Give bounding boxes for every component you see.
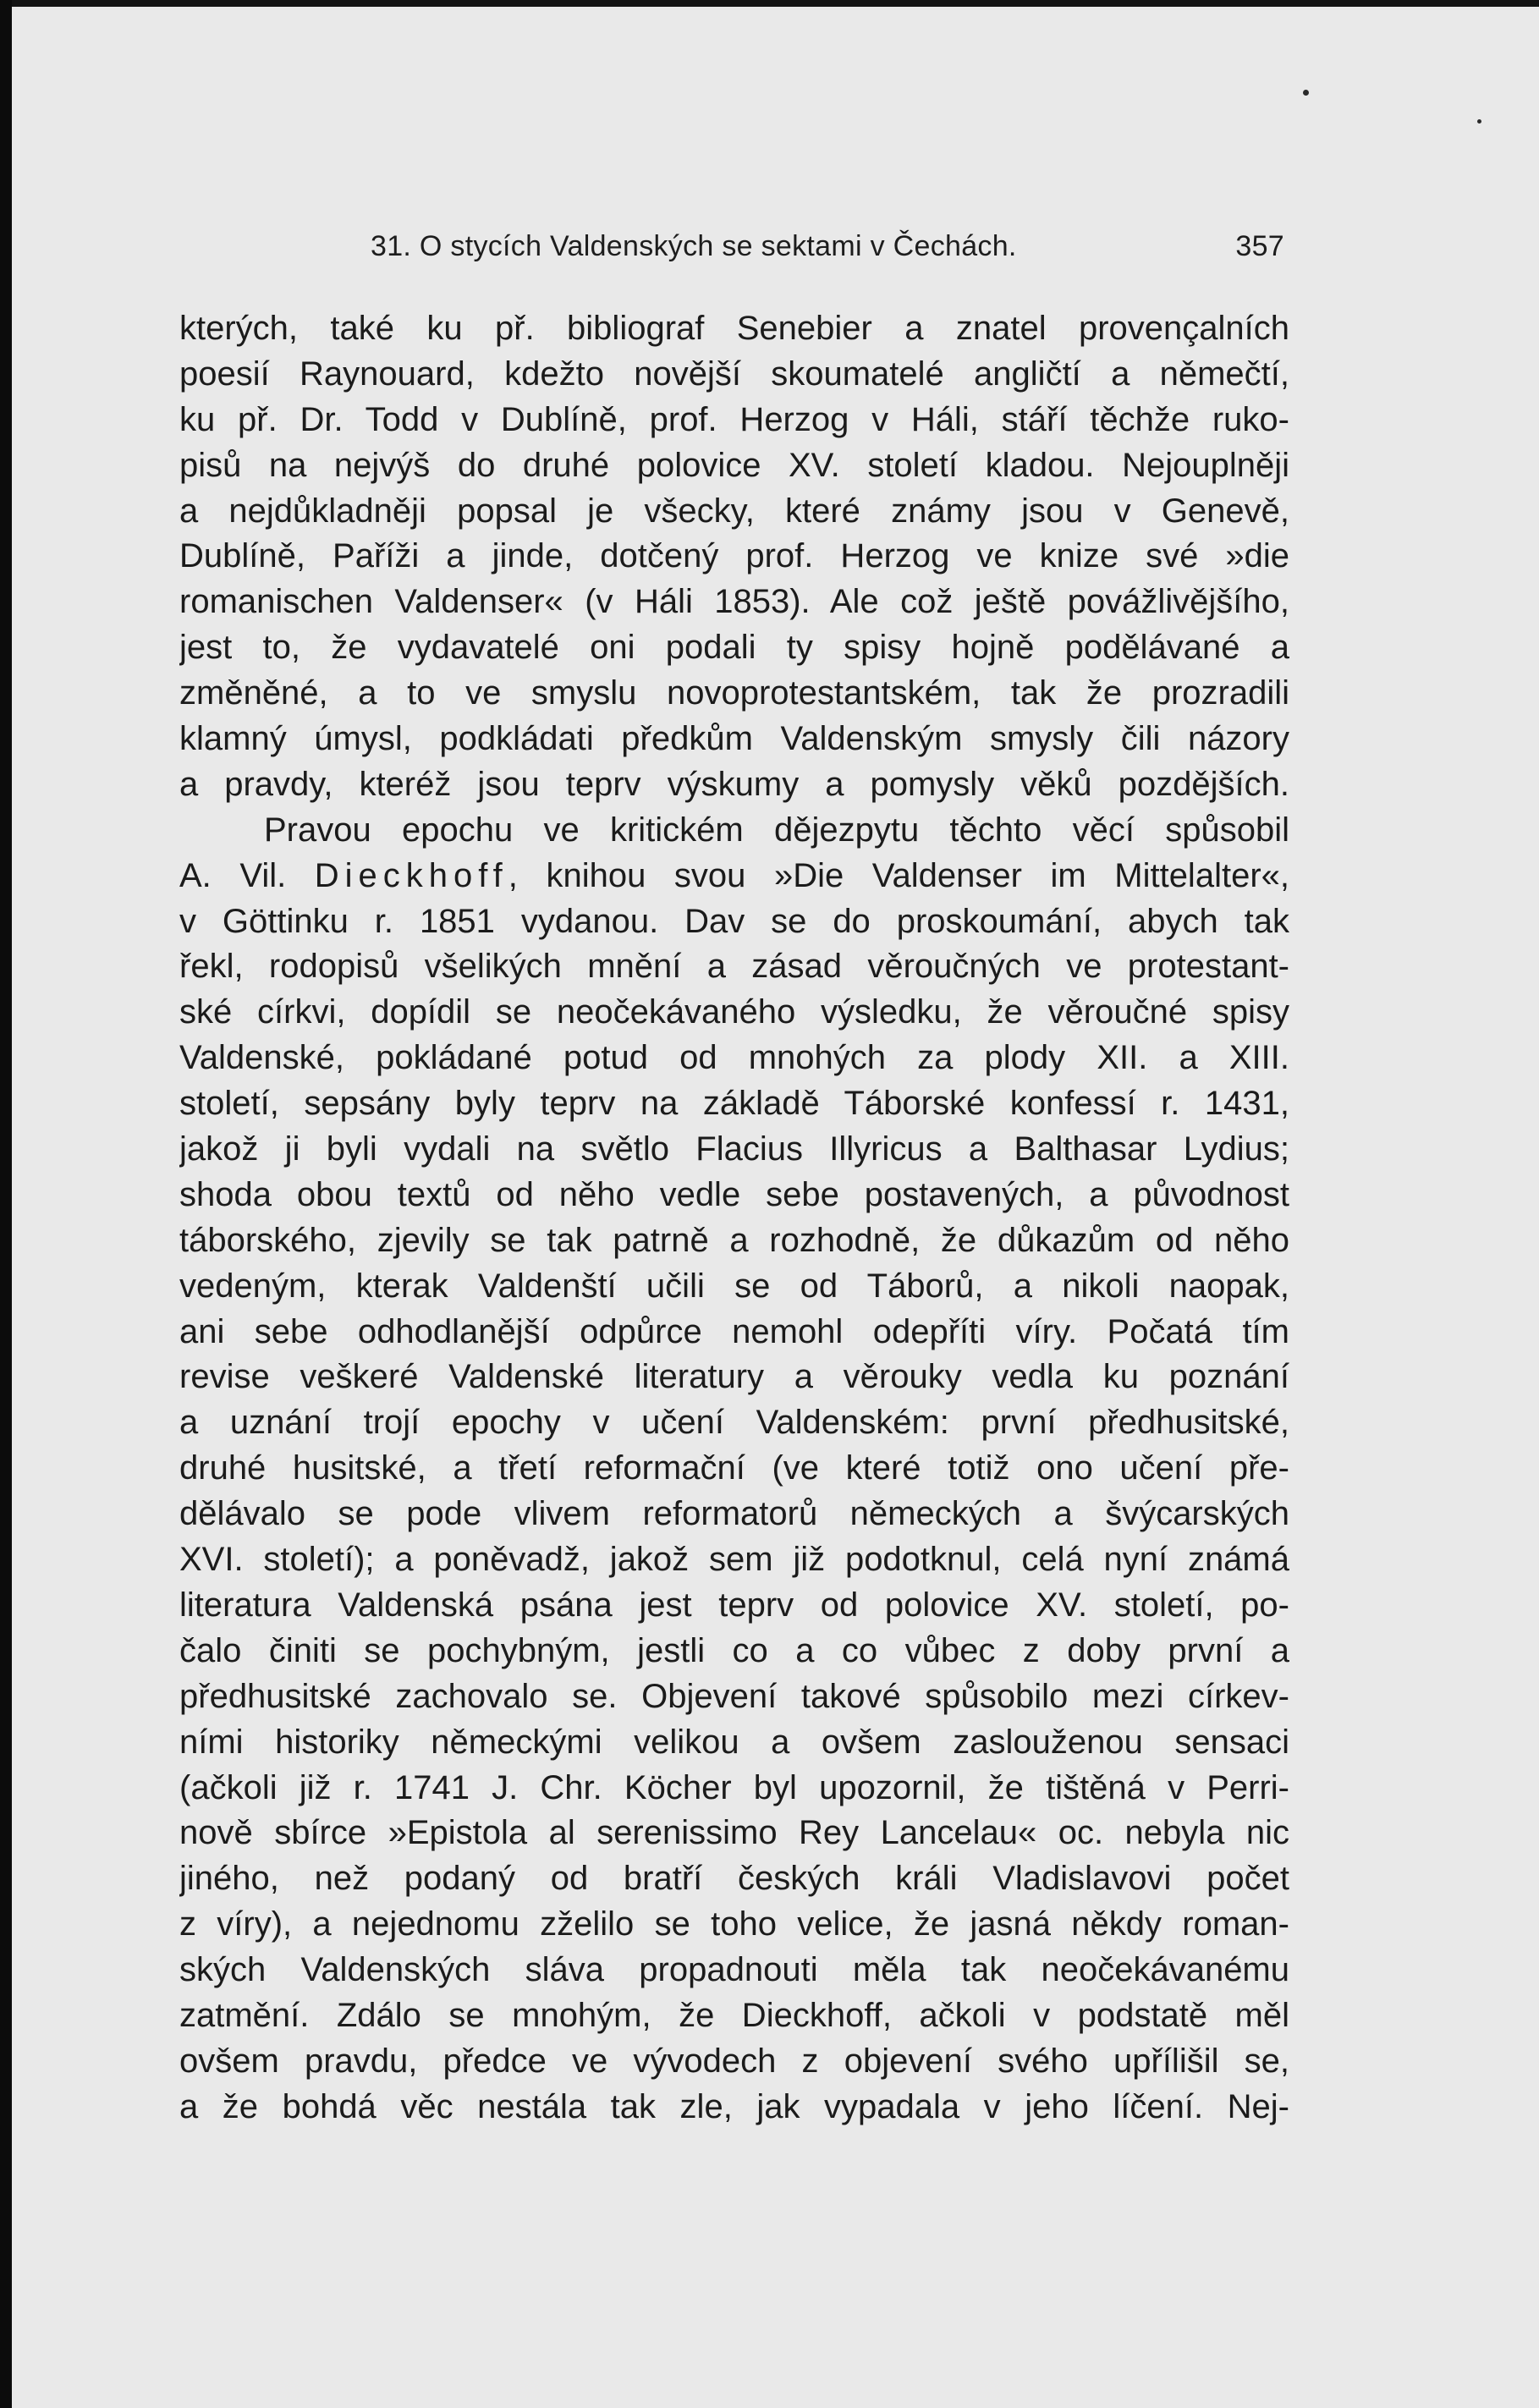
text-line: pisů na nejvýš do druhé polovice XV. století kladou. Nejouplněji [179, 446, 1289, 484]
text-line: poesií Raynouard, kdežto novější skoumatelé angličtí a němečtí, [179, 355, 1289, 393]
author-initials: A. Vil. [179, 856, 287, 894]
text-line: změněné, a to ve smyslu novoprotestantském, tak že prozradili [179, 674, 1289, 712]
paragraph-start-line: Pravou epochu ve kritickém dějezpytu těchto věcí spůsobil [264, 811, 1289, 849]
text-line: a uznání trojí epochy v učení Valdenském: první předhusitské, [179, 1404, 1289, 1442]
text-line: a nejdůkladněji popsal je všecky, které známy jsou v Genevě, [179, 492, 1289, 530]
text-line: předhusitské zachovalo se. Objevení takové spůsobilo mezi církev- [179, 1677, 1289, 1715]
text-line: ními historiky německými velikou a ovšem zaslouženou sensaci [179, 1723, 1289, 1761]
text-line: jiného, než podaný od bratří českých králi Vladislavovi počet [179, 1860, 1289, 1898]
text-line: romanischen Valdenser« (v Háli 1853). Ale což ještě povážlivějšího, [179, 583, 1289, 621]
text-line: Dublíně, Paříži a jinde, dotčený prof. Herzog ve knize své »die [179, 537, 1289, 575]
text-line: revise veškeré Valdenské literatury a věrouky vedla ku poznání [179, 1358, 1289, 1396]
text-line [179, 854, 1289, 899]
text-line: vedeným, kterak Valdenští učili se od Táborů, a nikoli naopak, [179, 1267, 1289, 1305]
text-line: v Göttinku r. 1851 vydanou. Dav se do proskoumání, abych tak [179, 902, 1289, 940]
scan-left-edge [0, 0, 12, 2408]
text-line: jakož ji byli vydali na světlo Flacius Illyricus a Balthasar Lydius; [179, 1130, 1289, 1168]
text-line: nově sbírce »Epistola al serenissimo Rey Lancelau« oc. nebyla nic [179, 1814, 1289, 1852]
text-line: ovšem pravdu, předce ve vývodech z objevení svého upřílišil se, [179, 2042, 1289, 2080]
text-line: a že bohdá věc nestála tak zle, jak vypadala v jeho líčení. Nej- [179, 2087, 1289, 2125]
author-name-spaced: Dieckhoff [314, 856, 508, 894]
text-line: Valdenské, pokládané potud od mnohých za plody XII. a XIII. [179, 1039, 1289, 1077]
page-number: 357 [1235, 230, 1284, 262]
text-line: a pravdy, kteréž jsou teprv výskumy a pomysly věků pozdějších. [179, 765, 1289, 803]
text-line: ku př. Dr. Todd v Dublíně, prof. Herzog v Háli, stáří těchže ruko- [179, 400, 1289, 438]
text-line: literatura Valdenská psána jest teprv od polovice XV. století, po- [179, 1586, 1289, 1624]
scan-speck [1477, 119, 1481, 124]
text-line: dělávalo se pode vlivem reformatorů německých a švýcarských [179, 1495, 1289, 1533]
text-line: století, sepsány byly teprv na základě Táborské konfessí r. 1431, [179, 1085, 1289, 1123]
body-text [179, 306, 1289, 2130]
text-line-rest: , knihou svou »Die Valdenser im Mittelalter«, [508, 856, 1289, 894]
text-line: jest to, že vydavatelé oni podali ty spisy hojně podělávané a [179, 629, 1289, 667]
scan-speck [1303, 90, 1309, 96]
text-line: kterých, také ku př. bibliograf Senebier a znatel provençalních [179, 310, 1289, 347]
text-line: ských Valdenských sláva propadnouti měla tak neočekávanému [179, 1951, 1289, 1989]
text-line: XVI. století); a poněvadž, jakož sem již podotknul, celá nyní známá [179, 1541, 1289, 1579]
text-line: ani sebe odhodlanější odpůrce nemohl odepříti víry. Počatá tím [179, 1312, 1289, 1350]
text-line: ské církvi, dopídil se neočekávaného výsledku, že věroučné spisy [179, 993, 1289, 1031]
text-line: řekl, rodopisů všelikých mnění a zásad věroučných ve protestant- [179, 948, 1289, 986]
text-line: čalo činiti se pochybným, jestli co a co vůbec z doby první a [179, 1631, 1289, 1669]
text-line: z víry), a nejednomu zželilo se toho velice, že jasná někdy roman- [179, 1905, 1289, 1943]
text-line: shoda obou textů od něho vedle sebe postavených, a původnost [179, 1175, 1289, 1213]
text-line: (ačkoli již r. 1741 J. Chr. Köcher byl upozornil, že tištěná v Perri- [179, 1768, 1289, 1806]
text-line: druhé husitské, a třetí reformační (ve které totiž ono učení pře- [179, 1449, 1289, 1487]
running-header [371, 230, 1284, 264]
text-line: zatmění. Zdálo se mnohým, že Dieckhoff, ačkoli v podstatě měl [179, 1996, 1289, 2034]
text-line: klamný úmysl, podkládati předkům Valdenským smysly čili názory [179, 720, 1289, 758]
running-title: 31. O stycích Valdenských se sektami v Čechách. [371, 230, 1017, 262]
scan-top-edge [0, 0, 1539, 7]
text-line: táborského, zjevily se tak patrně a rozhodně, že důkazům od něho [179, 1221, 1289, 1259]
